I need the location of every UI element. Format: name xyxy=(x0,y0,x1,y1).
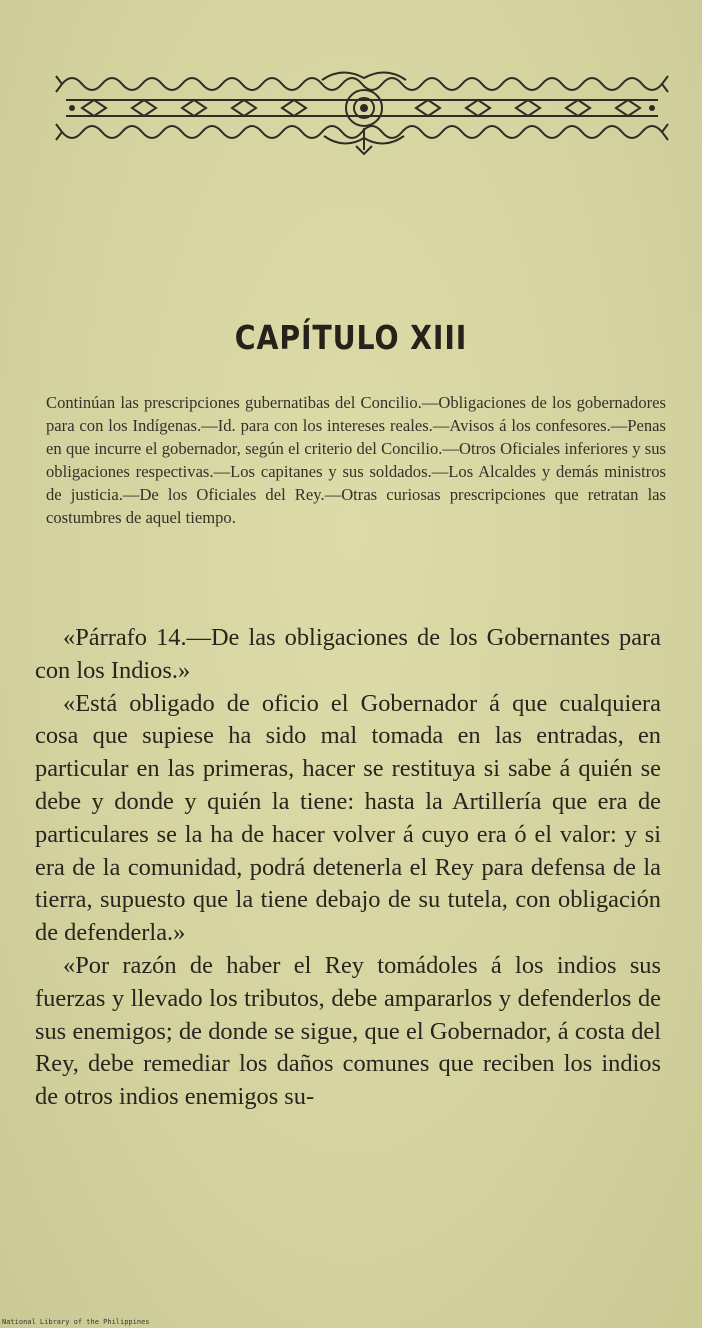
library-credit: National Library of the Philippines xyxy=(2,1318,150,1326)
body-paragraph: «Por razón de haber el Rey tomádoles á los indios sus fuerzas y llevado los tributos, debe ampararlos y defenderlos de sus enemigos; de donde se sigue, que el Gobernador, á costa del Rey, debe remediar los daños comunes que reciben los indios de otros indios enemigos su- xyxy=(35,951,661,1111)
body-paragraph: «Párrafo 14.—De las obligaciones de los Gobernantes para con los Indios.» xyxy=(35,624,661,684)
chapter-title: CAPÍTULO XIII xyxy=(234,318,468,357)
decorative-header-band xyxy=(52,66,672,162)
body-text xyxy=(35,622,661,1114)
body-paragraph: «Está obligado de oficio el Gobernador á que cualquiera cosa que supiese ha sido mal tomada en las entradas, en particular en las primeras, hacer se restituya si sabe á quién se debe y donde y quién la tiene: hasta la Artillería que era de particulares se la ha de hacer volver á cuyo era ó el valor: y si era de la comunidad, podrá detenerla el Rey para defensa de la tierra, supuesto que la tiene debajo de su tutela, con obligación de defenderla.» xyxy=(35,689,661,947)
chapter-summary: Continúan las prescripciones gubernatibas del Concilio.—Obligaciones de los gobernadores para con los Indígenas.—Id. para con los intereses reales.—Avisos á los confesores.—Penas en que incurre el gobernador, según el criterio del Concilio.—Otros Oficiales inferiores y sus obligaciones respectivas.—Los capitanes y sus soldados.—Los Alcaldes y demás ministros de justicia.—De los Oficiales del Rey.—Otras curiosas prescripciones que retratan las costumbres de aquel tiempo. xyxy=(46,393,666,527)
